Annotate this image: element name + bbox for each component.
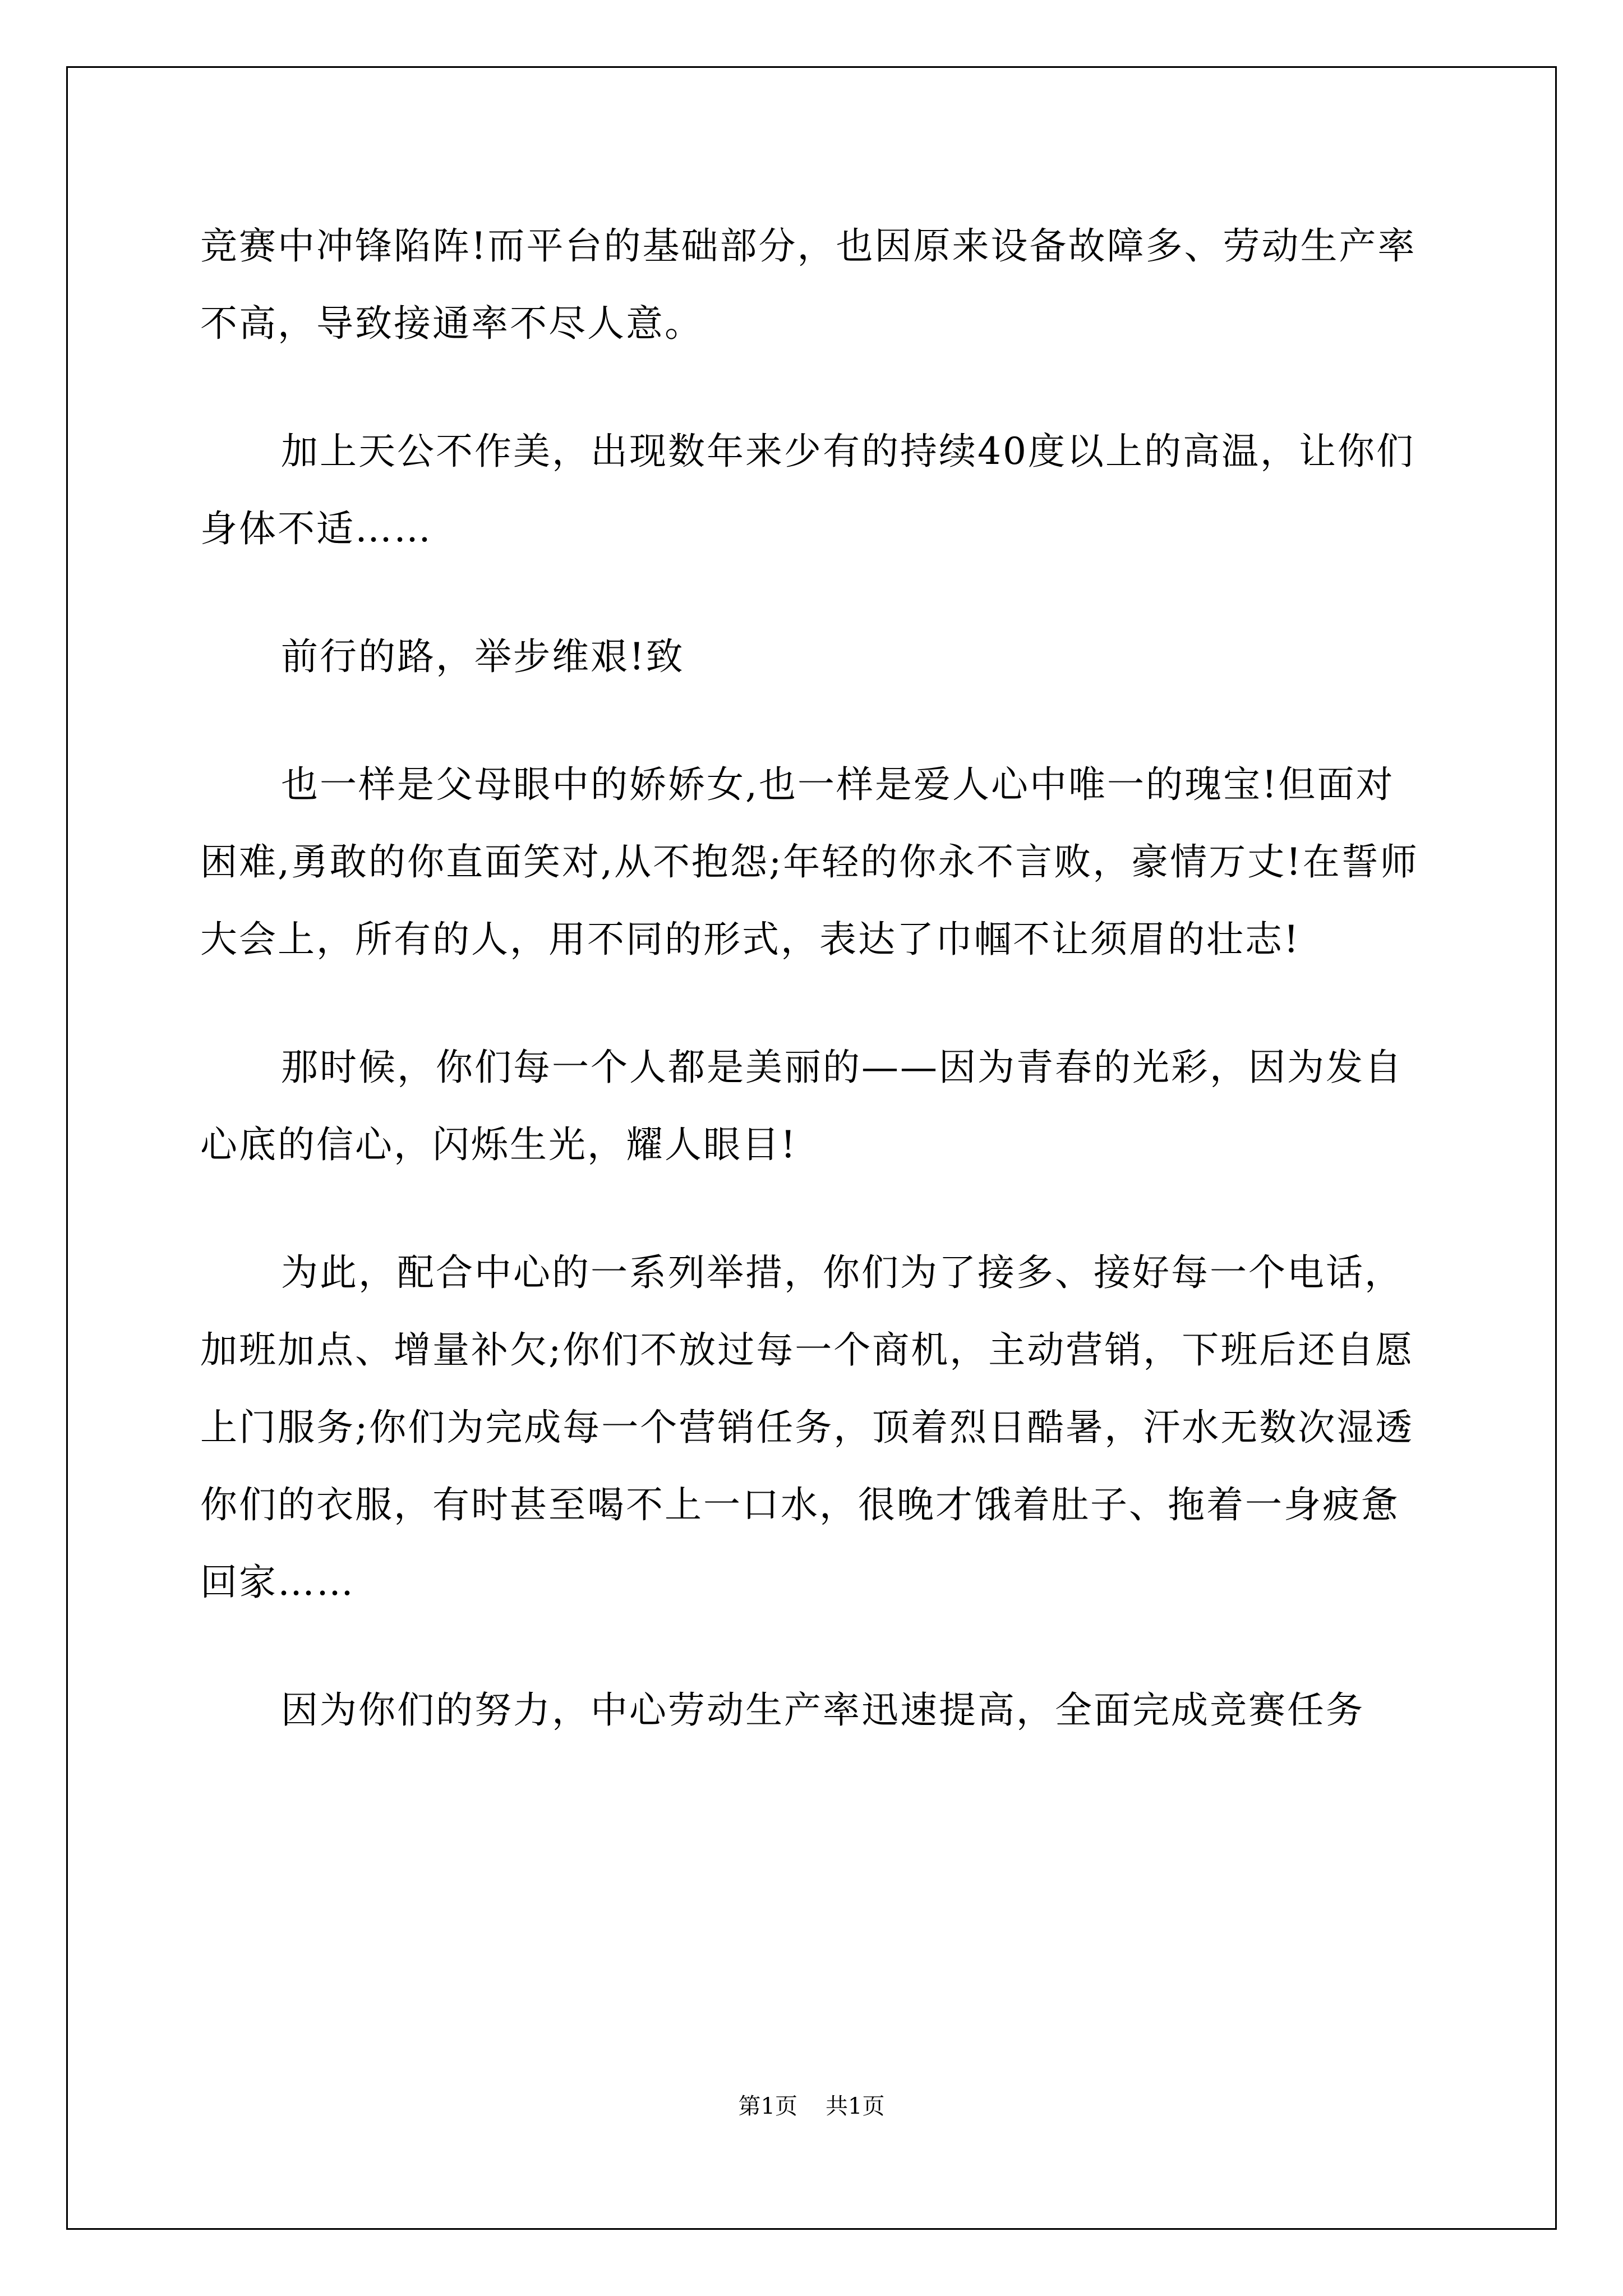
page-number-current: 第1页 [738,2093,797,2119]
page-number-total: 共1页 [826,2093,885,2119]
paragraph-3: 前行的路，举步维艰!致 [281,635,685,678]
paragraph-5: 那时候，你们每一个人都是美丽的——因为青春的光彩，因为发自心底的信心，闪烁生光，耀人眼目! [200,1046,1403,1166]
page-footer [0,2092,1623,2120]
paragraph-6: 为此，配合中心的一系列举措，你们为了接多、接好每一个电话，加班加点、增量补欠;你们不放过每一个商机，主动营销，下班后还自愿上门服务;你们为完成每一个营销任务，顶着烈日酷暑，汗水无数次湿透你们的衣服，有时甚至喝不上一口水，很晚才饿着肚子、拖着一身疲惫回家…… [200,1251,1414,1604]
paragraph-2: 加上天公不作美，出现数年来少有的持续40度以上的高温，让你们身体不适…… [200,430,1415,550]
paragraph-1: 竞赛中冲锋陷阵!而平台的基础部分，也因原来设备故障多、劳动生产率不高，导致接通率不尽人意。 [200,224,1417,345]
paragraph-7: 因为你们的努力，中心劳动生产率迅速提高，全面完成竞赛任务 [281,1688,1364,1732]
paragraph-4: 也一样是父母眼中的娇娇女,也一样是爱人心中唯一的瑰宝!但面对困难,勇敢的你直面笑对,从不抱怨;年轻的你永不言败，豪情万丈!在誓师大会上，所有的人，用不同的形式，表达了巾帼不让须眉的壮志! [200,763,1419,961]
document-body [200,208,1425,1800]
